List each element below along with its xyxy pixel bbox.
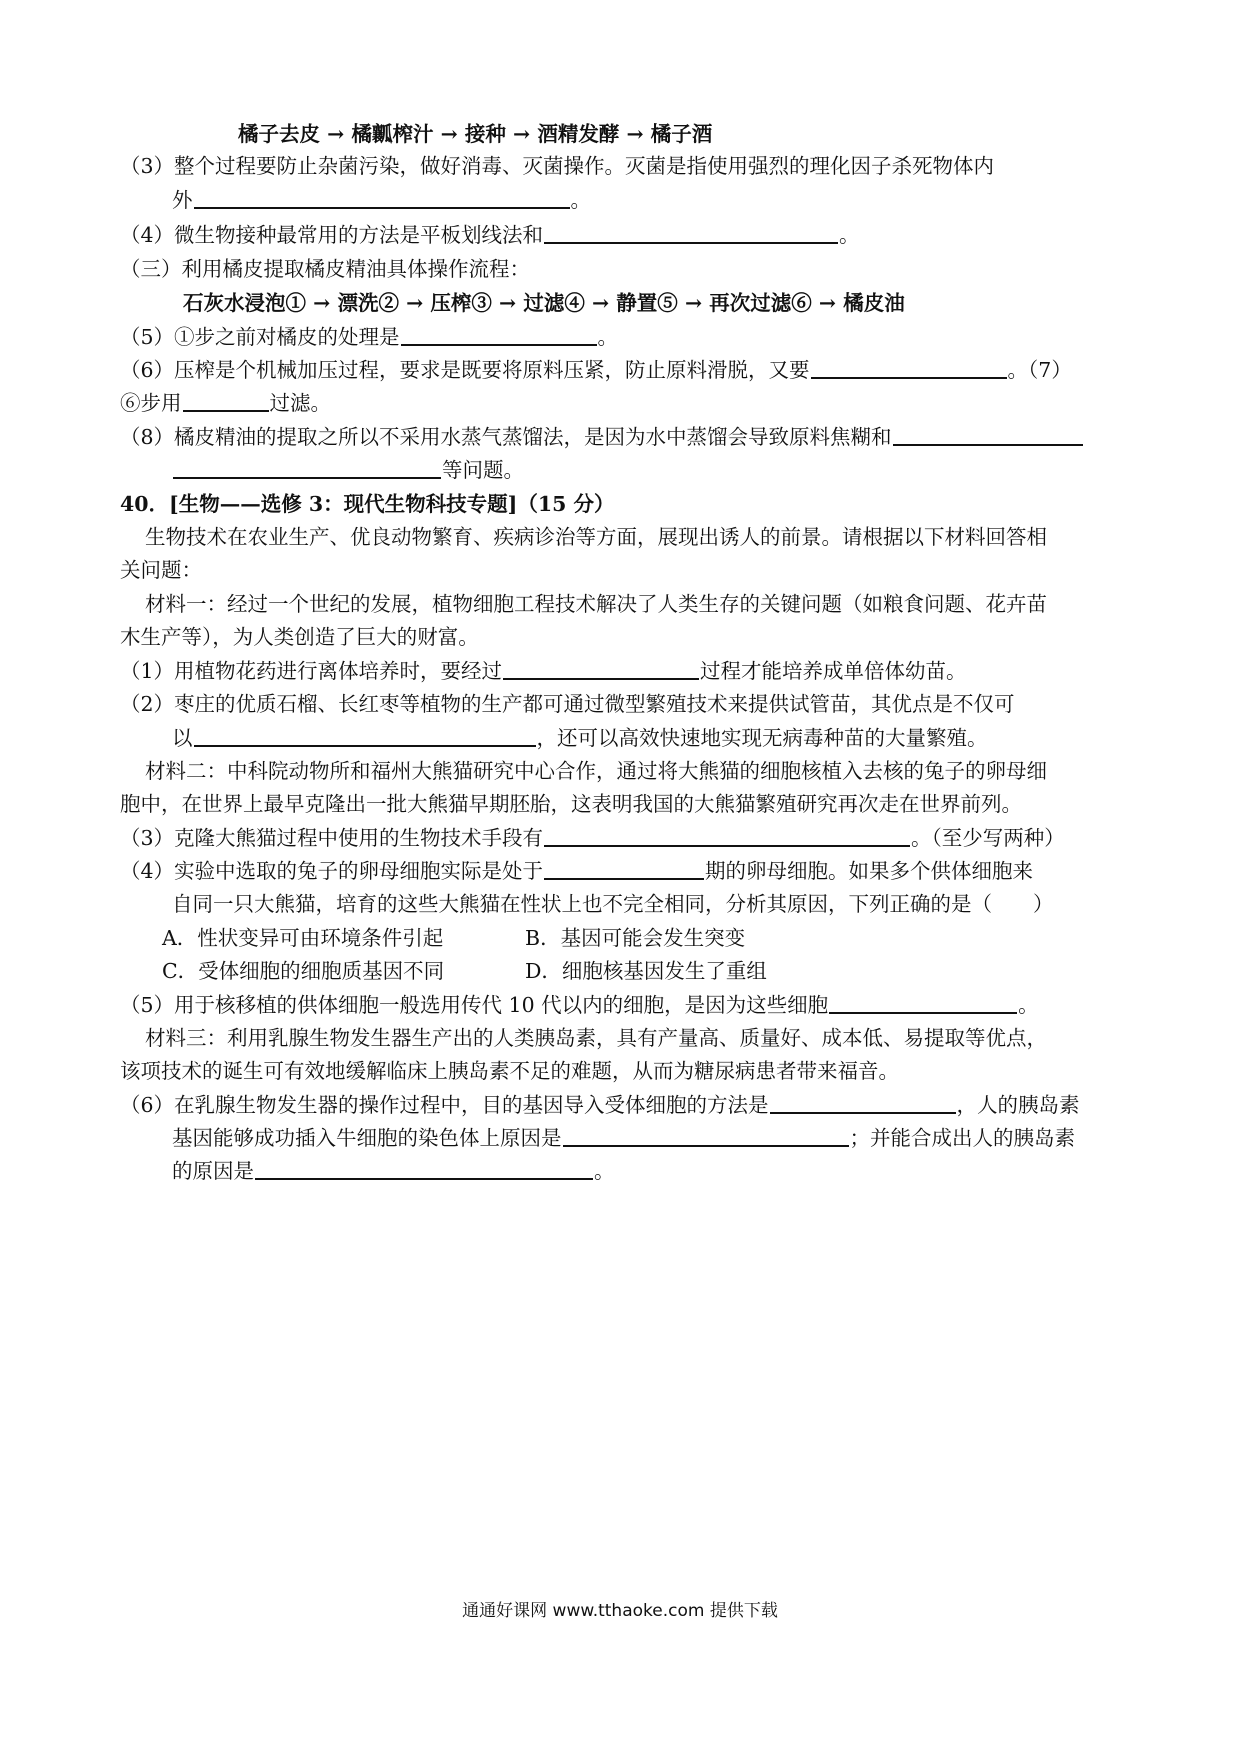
p1-text: （1）用植物花药进行离体培养时，要经过 [120, 659, 503, 683]
q6-suffix: 。（7） [1007, 358, 1072, 382]
p2-suffix: ，还可以高效快速地实现无病毒种苗的大量繁殖。 [536, 726, 988, 750]
answer-blank [770, 1092, 956, 1114]
part-2-line1: （2）枣庄的优质石榴、长红枣等植物的生产都可通过微型繁殖技术来提供试管苗，其优点是不仅可 [120, 692, 1015, 716]
answer-blank [401, 324, 597, 346]
question-8-line1 [120, 423, 1084, 451]
part-4-line2: 自同一只大熊猫，培育的这些大熊猫在性状上也不完全相同，分析其原因，下列正确的是（ ） [172, 892, 1054, 916]
q5-suffix: 。 [597, 325, 619, 349]
p6-text: （6）在乳腺生物发生器的操作过程中，目的基因导入受体细胞的方法是 [120, 1093, 769, 1117]
part-1 [120, 657, 967, 685]
answer-blank [194, 187, 570, 209]
material-3-line2: 该项技术的诞生可有效地缓解临床上胰岛素不足的难题，从而为糖尿病患者带来福音。 [120, 1059, 899, 1083]
question-40-title: 40．[生物——选修 3：现代生物科技专题]（15 分） [120, 492, 615, 516]
question-6 [120, 356, 1072, 384]
material-1-line2: 木生产等），为人类创造了巨大的财富。 [120, 625, 479, 649]
option-a: A．性状变异可由环境条件引起 [162, 926, 444, 950]
q3-suffix: 。 [570, 188, 591, 212]
answer-blank [255, 1158, 593, 1180]
p5-suffix: 。 [1018, 993, 1039, 1017]
p4-suffix: 期的卵母细胞。如果多个供体细胞来 [705, 859, 1034, 883]
q4-text: （4）微生物接种最常用的方法是平板划线法和 [120, 223, 544, 247]
p4-text: （4）实验中选取的兔子的卵母细胞实际是处于 [120, 859, 544, 883]
part-2-line2 [172, 724, 988, 752]
question-8-line2 [172, 456, 524, 484]
p6-line2-text: 基因能够成功插入牛细胞的染色体上原因是 [172, 1126, 562, 1150]
section-3-title: （三）利用橘皮提取橘皮精油具体操作流程： [120, 257, 530, 281]
option-b: B．基因可能会发生突变 [525, 926, 746, 950]
answer-blank [503, 658, 699, 680]
part-3 [120, 824, 1065, 852]
p1-suffix: 过程才能培养成单倍体幼苗。 [700, 659, 967, 683]
option-d: D．细胞核基因发生了重组 [525, 959, 767, 983]
q3-prefix: 外 [172, 188, 193, 212]
footer-watermark: 通通好课网 www.tthaoke.com 提供下载 [462, 1601, 778, 1621]
material-2-line1: 材料二：中科院动物所和福州大熊猫研究中心合作，通过将大熊猫的细胞核植入去核的兔子的卵母细 [145, 759, 1047, 783]
p3-suffix: 。（至少写两种） [911, 826, 1065, 850]
q7-suffix: 过滤。 [269, 391, 331, 415]
material-1-line1: 材料一：经过一个世纪的发展，植物细胞工程技术解决了人类生存的关键问题（如粮食问题、花卉苗 [145, 592, 1047, 616]
p6-mid: ，人的胰岛素 [956, 1093, 1080, 1117]
p6-line3-text: 的原因是 [172, 1159, 254, 1183]
q8-suffix: 等问题。 [442, 458, 524, 482]
q6-text: （6）压榨是个机械加压过程，要求是既要将原料压紧，防止原料滑脱，又要 [120, 358, 810, 382]
answer-blank [544, 825, 910, 847]
q8-text: （8）橘皮精油的提取之所以不采用水蒸气蒸馏法，是因为水中蒸馏会导致原料焦糊和 [120, 425, 892, 449]
flow-orange-oil: 石灰水浸泡① → 漂洗② → 压榨③ → 过滤④ → 静置⑤ → 再次过滤⑥ → 橘皮油 [183, 291, 905, 315]
p6-line3-suffix: 。 [594, 1159, 615, 1183]
q7-text: ⑥步用 [120, 391, 182, 415]
answer-blank [811, 357, 1007, 379]
question-5 [120, 323, 618, 351]
part-5 [120, 991, 1039, 1019]
answer-blank [194, 725, 536, 747]
answer-blank [563, 1125, 849, 1147]
answer-blank [893, 424, 1083, 446]
flow-orange-wine: 橘子去皮 → 橘瓤榨汁 → 接种 → 酒精发酵 → 橘子酒 [238, 122, 713, 146]
intro-line1: 生物技术在农业生产、优良动物繁育、疾病诊治等方面，展现出诱人的前景。请根据以下材料回答相 [145, 525, 1047, 549]
part-4-line1 [120, 857, 1033, 885]
material-2-line2: 胞中，在世界上最早克隆出一批大熊猫早期胚胎，这表明我国的大熊猫繁殖研究再次走在世界前列。 [120, 792, 1022, 816]
q5-text: （5）①步之前对橘皮的处理是 [120, 325, 400, 349]
question-7 [120, 389, 331, 417]
answer-blank [173, 457, 441, 479]
part-6-line3 [172, 1157, 615, 1185]
question-3-line1: （3）整个过程要防止杂菌污染，做好消毒、灭菌操作。灭菌是指使用强烈的理化因子杀死物体内 [120, 154, 995, 178]
question-4 [120, 221, 860, 249]
p5-text: （5）用于核移植的供体细胞一般选用传代 10 代以内的细胞，是因为这些细胞 [120, 993, 829, 1017]
intro-line2: 关问题： [120, 558, 202, 582]
p3-text: （3）克隆大熊猫过程中使用的生物技术手段有 [120, 826, 544, 850]
q4-suffix: 。 [839, 223, 860, 247]
material-3-line1: 材料三：利用乳腺生物发生器生产出的人类胰岛素，具有产量高、质量好、成本低、易提取等优点， [145, 1026, 1047, 1050]
p2-prefix: 以 [172, 726, 193, 750]
answer-blank [829, 992, 1017, 1014]
part-6-line1 [120, 1091, 1080, 1119]
answer-blank [544, 858, 704, 880]
part-6-line2 [172, 1124, 1075, 1152]
option-c: C．受体细胞的细胞质基因不同 [162, 959, 445, 983]
answer-blank [183, 390, 269, 412]
question-3-line2 [172, 186, 591, 214]
p6-line2-suffix: ；并能合成出人的胰岛素 [849, 1126, 1075, 1150]
answer-blank [544, 222, 838, 244]
